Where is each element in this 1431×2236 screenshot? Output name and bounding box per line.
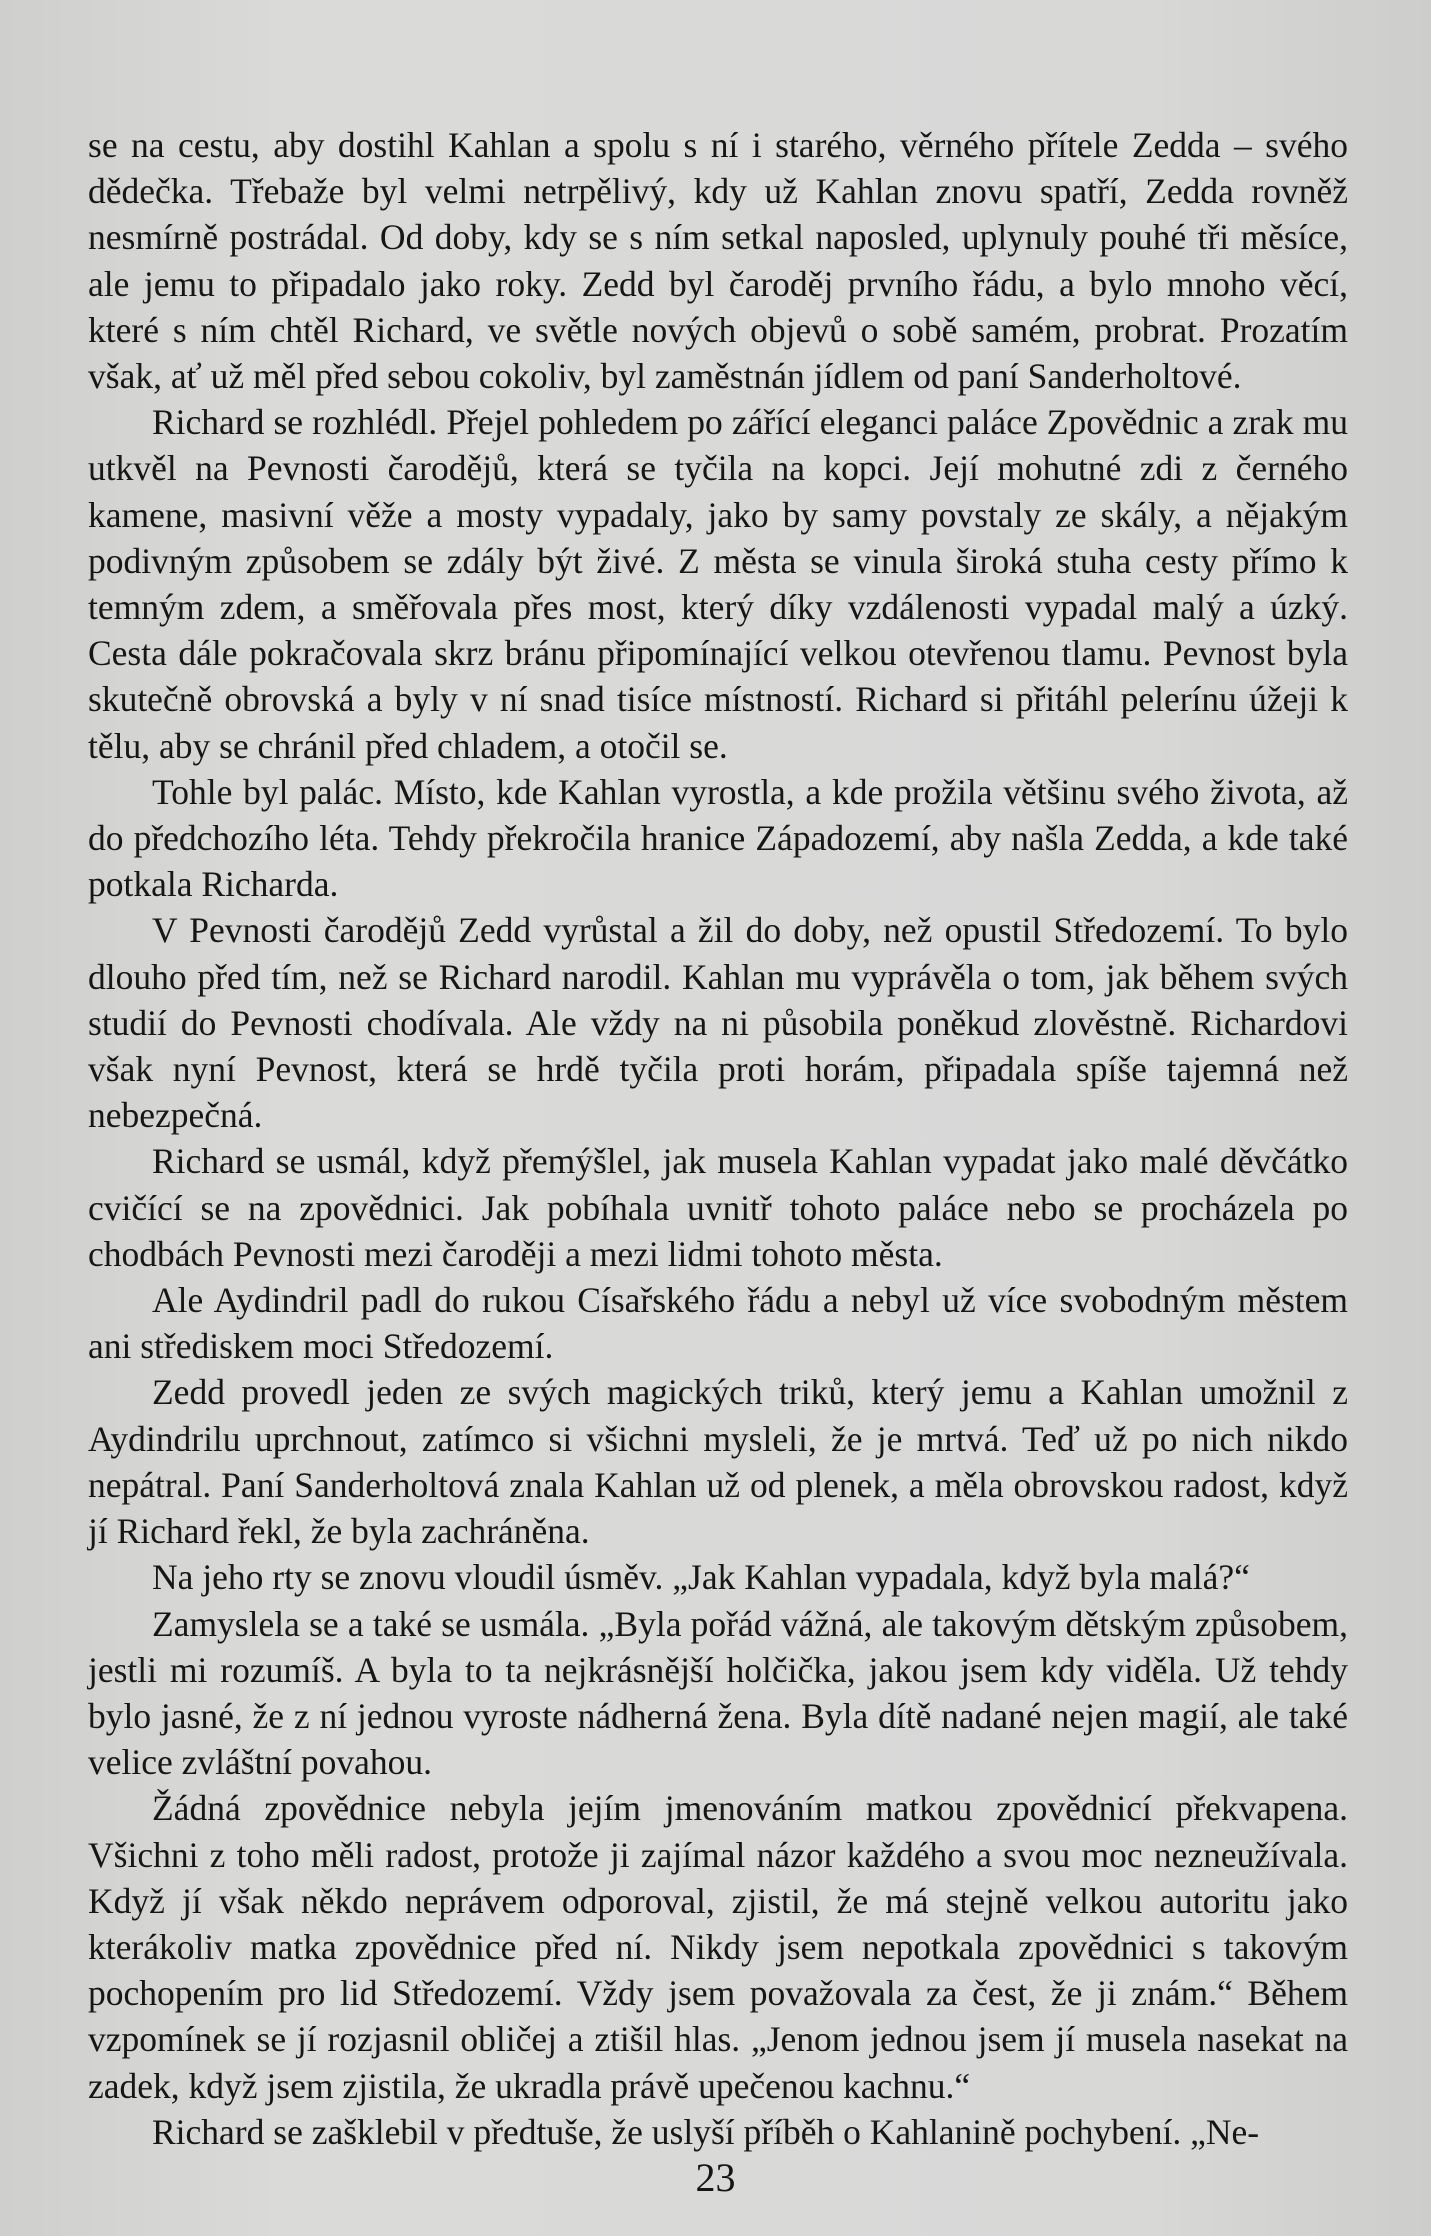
paragraph-4: V Pevnosti čarodějů Zedd vyrůstal a žil do doby, než opustil Středozemí. To bylo dlouho před tím, než se Richard narodil. Kahlan mu vyprávěla o tom, jak během svých studií do Pevnosti chodívala. Ale vždy na ni působila poněkud zlověstně. Richardovi však nyní Pevnost, která se hrdě tyčila proti horám, připadala spíše tajemná než nebezpečná. bbox=[88, 910, 1348, 1136]
paragraph-11: Richard se zašklebil v předtuše, že uslyší příběh o Kahlanině pochybení. „Ne- bbox=[152, 2111, 1260, 2152]
body-text bbox=[88, 122, 1348, 2155]
paragraph-2: Richard se rozhlédl. Přejel pohledem po zářící eleganci paláce Zpovědnic a zrak mu utkvěl na Pevnosti čarodějů, která se tyčila na kopci. Její mohutné zdi z černého kamene, masivní věže a mosty vypadaly, jako by samy povstaly ze skály, a nějakým podivným způsobem se zdály být živé. Z města se vinula široká stuha cesty přímo k temným zdem, a směřovala přes most, který díky vzdálenosti vypadal malý a úzký. Cesta dále pokračovala skrz bránu připomínající velkou otevřenou tlamu. Pevnost byla skutečně obrovská a byly v ní snad tisíce místností. Richard si přitáhl pelerínu úžeji k tělu, aby se chránil před chladem, a otočil se. bbox=[88, 402, 1348, 766]
paragraph-9: Zamyslela se a také se usmála. „Byla pořád vážná, ale takovým dětským způsobem, jestli mi rozumíš. A byla to ta nejkrásnější holčička, jakou jsem kdy viděla. Už tehdy bylo jasné, že z ní jednou vyroste nádherná žena. Byla dítě nadané nejen magií, ale také velice zvláštní povahou. bbox=[88, 1603, 1348, 1783]
paragraph-6: Ale Aydindril padl do rukou Císařského řádu a nebyl už více svobodným městem ani střediskem moci Středozemí. bbox=[88, 1280, 1348, 1367]
paragraph-7: Zedd provedl jeden ze svých magických triků, který jemu a Kahlan umožnil z Aydindrilu uprchnout, zatímco si všichni mysleli, že je mrtvá. Teď už po nich nikdo nepátral. Paní Sanderholtová znala Kahlan už od plenek, a měla obrovskou radost, když jí Richard řekl, že byla zachráněna. bbox=[88, 1372, 1348, 1552]
paragraph-3: Tohle byl palác. Místo, kde Kahlan vyrostla, a kde prožila většinu svého života, až do předchozího léta. Tehdy překročila hranice Západozemí, aby našla Zedda, a kde také potkala Richarda. bbox=[88, 771, 1348, 905]
paragraph-8: Na jeho rty se znovu vloudil úsměv. „Jak Kahlan vypadala, když byla malá?“ bbox=[152, 1557, 1250, 1598]
paragraph-10: Žádná zpovědnice nebyla jejím jmenováním matkou zpovědnicí překvapena. Všichni z toho měli radost, protože ji zajímal názor každého a svou moc nezneužívala. Když jí však někdo neprávem odporoval, zjistil, že má stejně velkou autoritu jako kterákoliv matka zpovědnice před ní. Nikdy jsem nepotkala zpovědnici s takovým pochopením pro lid Středozemí. Vždy jsem považovala za čest, že ji znám.“ Během vzpomínek se jí rozjasnil obličej a ztišil hlas. „Jenom jednou jsem jí musela nasekat na zadek, když jsem zjistila, že ukradla právě upečenou kachnu.“ bbox=[88, 1788, 1348, 2106]
page-number: 23 bbox=[695, 2155, 736, 2200]
paragraph-1: se na cestu, aby dostihl Kahlan a spolu s ní i starého, věrného přítele Zedda – svého dědečka. Třebaže byl velmi netrpělivý, kdy už Kahlan znovu spatří, Zedda rovněž nesmírně postrádal. Od doby, kdy se s ním setkal naposled, uplynuly pouhé tři měsíce, ale jemu to připadalo jako roky. Zedd byl čaroděj prvního řádu, a bylo mnoho věcí, které s ním chtěl Richard, ve světle nových objevů o sobě samém, probrat. Prozatím však, ať už měl před sebou cokoliv, byl zaměstnán jídlem od paní Sanderholtové. bbox=[88, 125, 1348, 397]
paragraph-5: Richard se usmál, když přemýšlel, jak musela Kahlan vypadat jako malé děvčátko cvičící se na zpovědnici. Jak pobíhala uvnitř tohoto paláce nebo se procházela po chodbách Pevnosti mezi čaroději a mezi lidmi tohoto města. bbox=[88, 1141, 1348, 1274]
